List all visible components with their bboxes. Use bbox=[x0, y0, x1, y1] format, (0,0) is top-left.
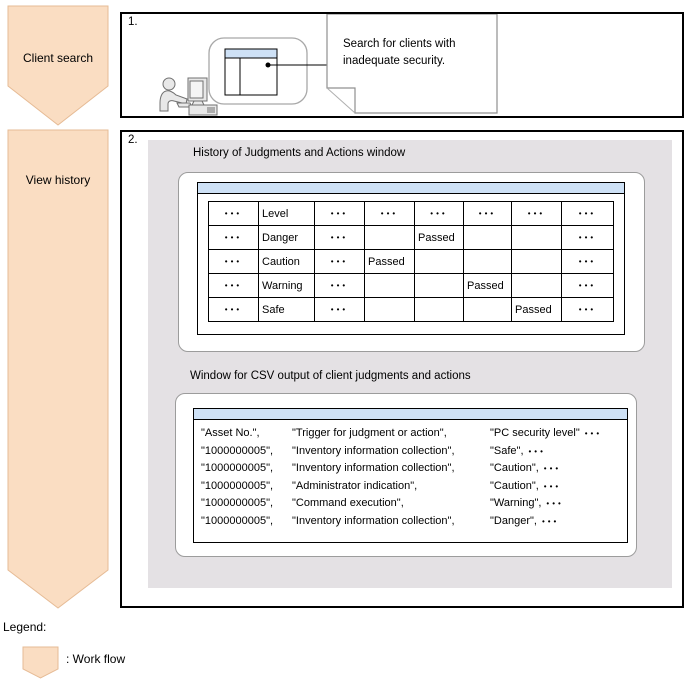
table-cell bbox=[415, 250, 464, 274]
csv-line bbox=[201, 425, 602, 443]
csv-window-container bbox=[175, 393, 637, 557]
table-cell: ••• bbox=[512, 202, 562, 226]
csv-field-c3: "Safe", bbox=[490, 444, 524, 457]
table-cell: Passed bbox=[365, 250, 415, 274]
person-body bbox=[160, 91, 187, 111]
table-cell: ••• bbox=[464, 202, 512, 226]
csv-line bbox=[201, 478, 602, 496]
step2-box bbox=[120, 130, 684, 608]
table-cell: ••• bbox=[315, 226, 365, 250]
table-cell: ••• bbox=[209, 226, 259, 250]
csv-field-c1: "1000000005", bbox=[201, 497, 274, 509]
table-cell: ••• bbox=[562, 226, 614, 250]
table-cell: ••• bbox=[315, 274, 365, 298]
history-table bbox=[208, 201, 614, 322]
window-pictogram bbox=[225, 49, 277, 95]
csv-field-c1: "1000000005", bbox=[201, 444, 274, 457]
table-cell: ••• bbox=[365, 202, 415, 226]
table-cell bbox=[365, 226, 415, 250]
fold-corner bbox=[327, 88, 355, 113]
table-row bbox=[209, 202, 614, 226]
table-cell: Passed bbox=[464, 274, 512, 298]
table-cell: Passed bbox=[415, 226, 464, 250]
table-cell bbox=[365, 274, 415, 298]
ellipsis-dots: ••• bbox=[543, 464, 562, 473]
workflow-arrow-client-search bbox=[8, 6, 108, 125]
csv-lines bbox=[201, 425, 602, 530]
csv-field-c3: "Danger", bbox=[490, 514, 537, 527]
csv-field-c2: "Inventory information collection", bbox=[292, 444, 455, 457]
ellipsis-dots: ••• bbox=[543, 481, 562, 491]
legend-workflow-shape bbox=[22, 645, 62, 679]
table-cell: Warning bbox=[259, 274, 315, 298]
pointer-dot bbox=[266, 63, 271, 68]
step2-number: 2. bbox=[128, 134, 138, 146]
table-cell bbox=[464, 226, 512, 250]
csv-field-c3: "PC security level" bbox=[490, 427, 580, 439]
workflow-arrow-view-history bbox=[8, 130, 108, 608]
table-row bbox=[209, 250, 614, 274]
csv-line bbox=[201, 495, 602, 513]
table-cell: ••• bbox=[209, 298, 259, 322]
callout-text: Search for clients with inadequate security. bbox=[343, 38, 456, 67]
csv-field-c2: "Inventory information collection", bbox=[292, 514, 455, 527]
table-cell: ••• bbox=[315, 298, 365, 322]
table-cell: ••• bbox=[209, 202, 259, 226]
table-cell: Safe bbox=[259, 298, 315, 322]
csv-field-c2: "Command execution", bbox=[292, 497, 404, 509]
pictogram-titlebar bbox=[225, 49, 277, 58]
computer-unit bbox=[189, 105, 217, 115]
legend-title: Legend: bbox=[3, 620, 47, 634]
csv-field-c3: "Caution", bbox=[490, 479, 539, 492]
csv-window-title: Window for CSV output of client judgments and actions bbox=[190, 370, 471, 382]
table-cell bbox=[512, 274, 562, 298]
table-cell: Level bbox=[259, 202, 315, 226]
table-cell bbox=[512, 226, 562, 250]
table-cell: Danger bbox=[259, 226, 315, 250]
csv-window bbox=[193, 408, 628, 543]
table-cell: ••• bbox=[209, 274, 259, 298]
workflow-step-label-client-search: Client search bbox=[22, 51, 94, 65]
table-cell: ••• bbox=[562, 274, 614, 298]
csv-field-c2: "Inventory information collection", bbox=[292, 462, 455, 474]
table-cell bbox=[464, 298, 512, 322]
csv-field-c3: "Caution", bbox=[490, 462, 539, 474]
person-head bbox=[163, 78, 175, 90]
csv-line bbox=[201, 443, 602, 461]
monitor-screen bbox=[190, 81, 203, 98]
table-cell bbox=[512, 250, 562, 274]
table-cell bbox=[464, 250, 512, 274]
csv-field-c1: "Asset No.", bbox=[201, 427, 260, 439]
history-window-titlebar bbox=[198, 183, 624, 194]
history-window-container bbox=[178, 172, 645, 352]
history-window-title: History of Judgments and Actions window bbox=[193, 147, 406, 159]
table-row bbox=[209, 274, 614, 298]
table-cell: Passed bbox=[512, 298, 562, 322]
table-cell bbox=[365, 298, 415, 322]
csv-field-c1: "1000000005", bbox=[201, 462, 274, 474]
table-cell: ••• bbox=[562, 250, 614, 274]
table-cell bbox=[415, 274, 464, 298]
ellipsis-dots: ••• bbox=[584, 429, 603, 438]
workflow-step-label-view-history: View history bbox=[25, 173, 91, 187]
table-cell: ••• bbox=[415, 202, 464, 226]
table-cell: ••• bbox=[562, 298, 614, 322]
csv-line bbox=[201, 460, 602, 478]
table-cell: ••• bbox=[315, 250, 365, 274]
csv-window-titlebar bbox=[194, 409, 627, 420]
table-cell: ••• bbox=[315, 202, 365, 226]
gray-panel bbox=[148, 140, 672, 588]
table-cell: ••• bbox=[209, 250, 259, 274]
ellipsis-dots: ••• bbox=[541, 516, 560, 526]
legend-workflow-arrow bbox=[23, 647, 58, 678]
csv-field-c1: "1000000005", bbox=[201, 479, 274, 492]
table-cell: Caution bbox=[259, 250, 315, 274]
history-window bbox=[197, 182, 625, 335]
table-row bbox=[209, 226, 614, 250]
history-table-body bbox=[209, 202, 614, 322]
csv-field-c3: "Warning", bbox=[490, 497, 542, 509]
step1-number: 1. bbox=[128, 16, 138, 28]
ellipsis-dots: ••• bbox=[546, 499, 564, 508]
legend-workflow-label: : Work flow bbox=[66, 652, 126, 666]
table-row bbox=[209, 298, 614, 322]
csv-field-c2: "Trigger for judgment or action", bbox=[292, 427, 447, 439]
csv-line bbox=[201, 513, 602, 531]
step1-box bbox=[120, 12, 684, 118]
table-cell: ••• bbox=[562, 202, 614, 226]
workflow-arrows bbox=[0, 0, 120, 615]
csv-field-c1: "1000000005", bbox=[201, 514, 274, 527]
ellipsis-dots: ••• bbox=[528, 446, 546, 456]
table-cell bbox=[415, 298, 464, 322]
csv-field-c2: "Administrator indication", bbox=[292, 479, 418, 492]
monitor-stand bbox=[192, 101, 204, 105]
